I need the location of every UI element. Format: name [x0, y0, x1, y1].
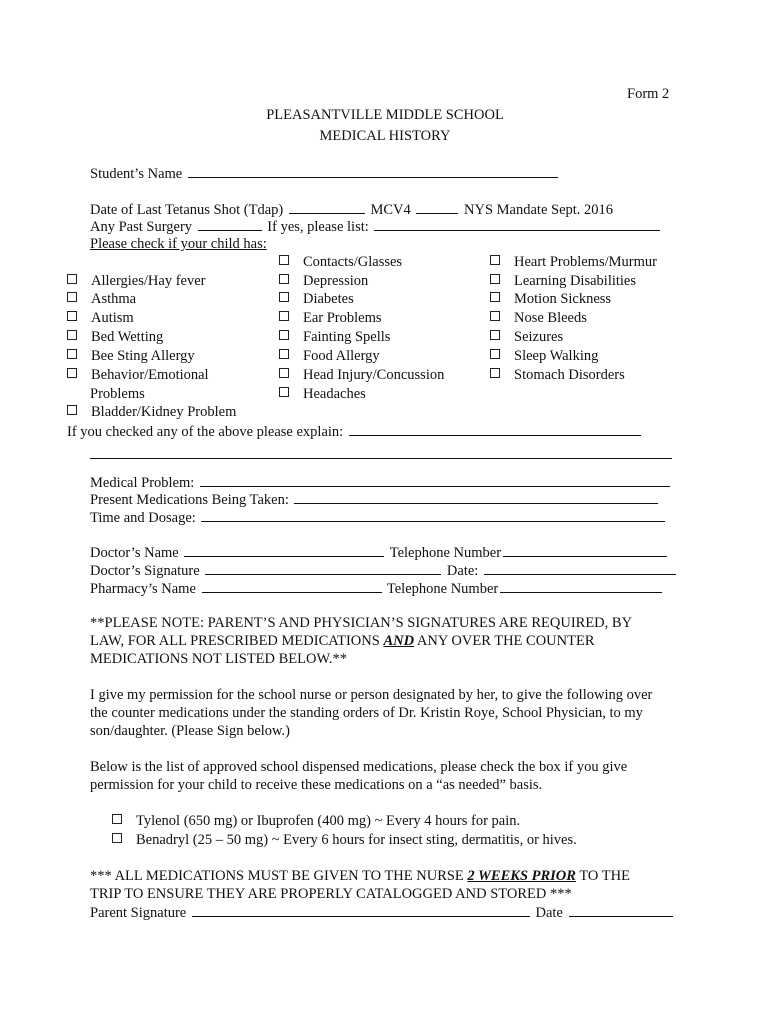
explain-label: If you checked any of the above please explain:: [67, 424, 344, 440]
surgery-list-field[interactable]: [374, 217, 660, 231]
condition-item[interactable]: Asthma: [67, 290, 136, 308]
condition-item[interactable]: Allergies/Hay fever: [67, 272, 205, 290]
pharmacy-row: [90, 579, 664, 598]
condition-item[interactable]: Seizures: [490, 328, 563, 346]
time-dosage-field[interactable]: [201, 508, 665, 522]
parent-date-field[interactable]: [569, 903, 673, 917]
checkbox-icon[interactable]: [490, 255, 500, 265]
checkbox-icon[interactable]: [67, 311, 77, 321]
student-name-label: Student’s Name: [90, 166, 183, 182]
surgery-row: [90, 217, 662, 236]
condition-item[interactable]: Bladder/Kidney Problem: [67, 403, 236, 421]
doctor-telephone-field[interactable]: [503, 543, 667, 557]
permission-line-2: the counter medications under the standing orders of Dr. Kristin Roye, School Physician, to my: [90, 705, 643, 721]
checkbox-icon[interactable]: [112, 833, 122, 843]
condition-item[interactable]: Ear Problems: [279, 309, 382, 327]
checkbox-icon[interactable]: [490, 292, 500, 302]
checkbox-icon[interactable]: [67, 274, 77, 284]
checkbox-icon[interactable]: [279, 274, 289, 284]
condition-item[interactable]: Bed Wetting: [67, 328, 163, 346]
checkbox-icon[interactable]: [67, 292, 77, 302]
note-emphasis: AND: [383, 633, 415, 649]
parent-signature-label: Parent Signature: [90, 905, 187, 921]
checkbox-icon[interactable]: [67, 368, 77, 378]
medical-problem-field[interactable]: [200, 473, 670, 487]
checkbox-icon[interactable]: [490, 368, 500, 378]
condition-item[interactable]: Stomach Disorders: [490, 366, 625, 384]
condition-item[interactable]: Sleep Walking: [490, 347, 598, 365]
note-line-3: MEDICATIONS NOT LISTED BELOW.**: [90, 651, 347, 667]
parent-signature-field[interactable]: [192, 903, 530, 917]
checkbox-icon[interactable]: [67, 405, 77, 415]
medical-problem-label: Medical Problem:: [90, 475, 195, 491]
checkbox-icon[interactable]: [279, 387, 289, 397]
doctor-name-label: Doctor’s Name: [90, 545, 179, 561]
condition-item[interactable]: Head Injury/Concussion: [279, 366, 444, 384]
explain-field-line2[interactable]: [90, 458, 672, 459]
condition-item[interactable]: Behavior/Emotional: [67, 366, 209, 384]
condition-item[interactable]: Fainting Spells: [279, 328, 390, 346]
medication-option[interactable]: Tylenol (650 mg) or Ibuprofen (400 mg) ~ Every 4 hours for pain.: [112, 812, 520, 830]
checkbox-icon[interactable]: [67, 349, 77, 359]
present-meds-row: [90, 490, 660, 509]
approved-line-2: permission for your child to receive these medications on a “as needed” basis.: [90, 777, 543, 793]
surgery-list-label: If yes, please list:: [267, 219, 369, 235]
student-name-field[interactable]: [188, 164, 558, 178]
final-note-line-2: TRIP TO ENSURE THEY ARE PROPERLY CATALOGGED AND STORED ***: [90, 886, 572, 902]
checkbox-icon[interactable]: [279, 349, 289, 359]
pharmacy-label: Pharmacy’s Name: [90, 581, 196, 597]
doctor-signature-label: Doctor’s Signature: [90, 563, 200, 579]
checkbox-icon[interactable]: [279, 368, 289, 378]
checkbox-icon[interactable]: [490, 330, 500, 340]
student-name-row: [90, 164, 560, 183]
doctor-date-field[interactable]: [484, 561, 676, 575]
final-note-line-1: *** ALL MEDICATIONS MUST BE GIVEN TO THE NURSE 2 WEEKS PRIOR TO THE: [90, 868, 630, 884]
mandate-text: NYS Mandate Sept. 2016: [464, 202, 614, 218]
explain-field[interactable]: [349, 422, 641, 436]
school-name: PLEASANTVILLE MIDDLE SCHOOL: [266, 107, 504, 123]
tetanus-date-field[interactable]: [289, 200, 365, 214]
parent-signature-row: [90, 903, 675, 922]
checkbox-icon[interactable]: [490, 311, 500, 321]
checkbox-icon[interactable]: [490, 274, 500, 284]
time-dosage-label: Time and Dosage:: [90, 510, 196, 526]
condition-item[interactable]: Food Allergy: [279, 347, 380, 365]
surgery-label: Any Past Surgery: [90, 219, 193, 235]
telephone-label: Telephone Number: [386, 581, 499, 597]
approved-line-1: Below is the list of approved school dispensed medications, please check the box if you give: [90, 759, 628, 775]
present-meds-field[interactable]: [294, 490, 658, 504]
condition-wrap-text: Problems: [90, 386, 145, 402]
time-dosage-row: [90, 508, 667, 527]
doctor-name-field[interactable]: [184, 543, 384, 557]
checkbox-icon[interactable]: [67, 330, 77, 340]
doctor-signature-field[interactable]: [205, 561, 441, 575]
note-line-1: **PLEASE NOTE: PARENT’S AND PHYSICIAN’S SIGNATURES ARE REQUIRED, BY: [90, 615, 633, 631]
condition-item[interactable]: Motion Sickness: [490, 290, 611, 308]
parent-date-label: Date: [535, 905, 563, 921]
mcv4-field[interactable]: [416, 200, 458, 214]
checkbox-icon[interactable]: [112, 814, 122, 824]
present-meds-label: Present Medications Being Taken:: [90, 492, 289, 508]
condition-item[interactable]: Learning Disabilities: [490, 272, 636, 290]
checkbox-icon[interactable]: [490, 349, 500, 359]
checkbox-icon[interactable]: [279, 311, 289, 321]
condition-item[interactable]: Nose Bleeds: [490, 309, 587, 327]
condition-item[interactable]: Autism: [67, 309, 134, 327]
checkbox-icon[interactable]: [279, 330, 289, 340]
note-line-2: LAW, FOR ALL PRESCRIBED MEDICATIONS AND ANY OVER THE COUNTER: [90, 633, 595, 649]
pharmacy-telephone-field[interactable]: [500, 579, 662, 593]
form-number: Form 2: [627, 86, 670, 102]
date-label: Date:: [446, 563, 479, 579]
checkbox-icon[interactable]: [279, 292, 289, 302]
tetanus-label: Date of Last Tetanus Shot (Tdap): [90, 202, 284, 218]
permission-line-3: son/daughter. (Please Sign below.): [90, 723, 291, 739]
checkbox-icon[interactable]: [279, 255, 289, 265]
condition-item[interactable]: Contacts/Glasses: [279, 253, 402, 271]
medication-option[interactable]: Benadryl (25 – 50 mg) ~ Every 6 hours for insect sting, dermatitis, or hives.: [112, 831, 577, 849]
check-heading: Please check if your child has:: [90, 236, 267, 252]
telephone-label: Telephone Number: [389, 545, 502, 561]
mcv4-label: MCV4: [370, 202, 411, 218]
doctor-name-row: [90, 543, 669, 562]
condition-item[interactable]: Bee Sting Allergy: [67, 347, 195, 365]
page-title: MEDICAL HISTORY: [319, 128, 451, 144]
condition-item[interactable]: Diabetes: [279, 290, 354, 308]
condition-item[interactable]: Headaches: [279, 385, 366, 403]
permission-line-1: I give my permission for the school nurse or person designated by her, to give the following over: [90, 687, 653, 703]
pharmacy-name-field[interactable]: [202, 579, 382, 593]
final-note-emphasis: 2 WEEKS PRIOR: [467, 868, 576, 884]
doctor-signature-row: [90, 561, 678, 580]
surgery-field[interactable]: [198, 217, 262, 231]
condition-item[interactable]: Depression: [279, 272, 368, 290]
explain-row: [67, 422, 643, 441]
condition-item[interactable]: Heart Problems/Murmur: [490, 253, 657, 271]
